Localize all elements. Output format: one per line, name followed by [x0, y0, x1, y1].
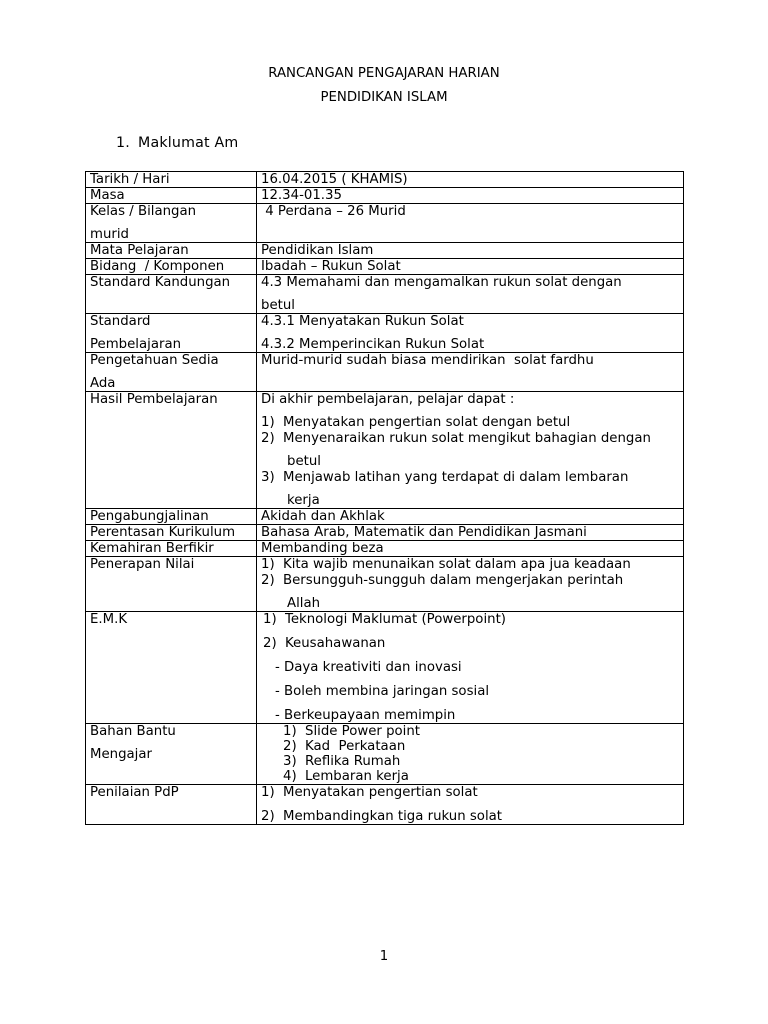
- row-value: [257, 204, 684, 243]
- row-label: Penerapan Nilai: [86, 557, 257, 612]
- label-line: Mengajar: [90, 747, 152, 762]
- row-value: 16.04.2015 ( KHAMIS): [257, 172, 684, 188]
- row-label: Masa: [86, 188, 257, 204]
- list-number: 1): [261, 557, 275, 572]
- label-line: Kelas / Bilangan: [90, 204, 197, 219]
- row-label: [86, 724, 257, 785]
- row-label: E.M.K: [86, 612, 257, 724]
- list-text: Menyatakan pengertian solat: [283, 785, 478, 800]
- list-item: [261, 612, 679, 627]
- list-number: 4): [283, 769, 297, 784]
- row-label: [86, 259, 257, 275]
- document-subtitle: PENDIDIKAN ISLAM: [320, 90, 448, 105]
- table-row: [86, 785, 684, 825]
- value-text: Murid-murid sudah biasa mendirikan solat fardhu: [261, 353, 594, 368]
- table-row: [86, 204, 684, 243]
- row-value: Ibadah – Rukun Solat: [257, 259, 684, 275]
- row-label: Penilaian PdP: [86, 785, 257, 825]
- row-value: [257, 612, 684, 724]
- row-value: Membanding beza: [257, 541, 684, 557]
- list-number: 3): [261, 470, 275, 485]
- table-row: [86, 275, 684, 314]
- list-text: Kad Perkataan: [305, 739, 406, 754]
- value-line: 4.3 Memahami dan mengamalkan rukun solat dengan: [261, 275, 622, 290]
- table-row: [86, 392, 684, 509]
- table-row: [86, 525, 684, 541]
- row-label: [86, 204, 257, 243]
- row-label: Mata Pelajaran: [86, 243, 257, 259]
- label-line: Ada: [90, 376, 116, 391]
- page-number: 1: [379, 949, 389, 964]
- list-text: Teknologi Maklumat (Powerpoint): [285, 612, 506, 627]
- list-continuation: Allah: [287, 596, 321, 611]
- section-heading: [116, 135, 238, 151]
- list-continuation: betul: [287, 454, 321, 469]
- list-subitem: - Boleh membina jaringan sosial: [275, 684, 490, 699]
- table-row: [86, 172, 684, 188]
- table-row: [86, 612, 684, 724]
- list-subitem: - Berkeupayaan memimpin: [275, 708, 456, 723]
- list-item: [283, 754, 679, 769]
- row-value: [257, 557, 684, 612]
- document-title: RANCANGAN PENGAJARAN HARIAN: [268, 66, 500, 81]
- row-value: Pendidikan Islam: [257, 243, 684, 259]
- list-text: Kita wajib menunaikan solat dalam apa jua keadaan: [283, 557, 631, 572]
- list-number: 2): [283, 739, 297, 754]
- list-item: [283, 739, 679, 754]
- row-value: [257, 785, 684, 825]
- list-item: [261, 415, 679, 430]
- table-row: [86, 353, 684, 392]
- list-number: 1): [283, 724, 297, 739]
- table-row: [86, 509, 684, 525]
- table-row: [86, 541, 684, 557]
- list-text: Menyenaraikan rukun solat mengikut bahagian dengan: [283, 431, 651, 446]
- list-item: [261, 636, 679, 651]
- row-label: Pengabungjalinan: [86, 509, 257, 525]
- row-value: [257, 392, 684, 509]
- list-number: 3): [283, 754, 297, 769]
- list-continuation: kerja: [287, 493, 320, 508]
- value-line: 4.3.1 Menyatakan Rukun Solat: [261, 314, 464, 329]
- label-line: murid: [90, 227, 129, 242]
- label-text: Bidang / Komponen: [90, 259, 225, 274]
- row-value: 12.34-01.35: [257, 188, 684, 204]
- row-value: Bahasa Arab, Matematik dan Pendidikan Jasmani: [257, 525, 684, 541]
- list-subitem: - Daya kreativiti dan inovasi: [275, 660, 462, 675]
- label-line: Standard: [90, 314, 151, 329]
- list-number: 2): [261, 431, 275, 446]
- value-line: 4.3.2 Memperincikan Rukun Solat: [261, 337, 485, 352]
- list-item: [261, 557, 679, 572]
- list-number: 2): [261, 809, 275, 824]
- section-number: 1.: [116, 135, 130, 151]
- table-row: [86, 557, 684, 612]
- value-text: 4 Perdana – 26 Murid: [261, 204, 406, 219]
- row-label: Perentasan Kurikulum: [86, 525, 257, 541]
- list-item: [261, 785, 679, 800]
- list-text: Slide Power point: [305, 724, 421, 739]
- list-text: Lembaran kerja: [305, 769, 409, 784]
- list-item: [283, 769, 679, 784]
- list-text: Membandingkan tiga rukun solat: [283, 809, 503, 824]
- info-table: [85, 171, 684, 825]
- table-row: [86, 243, 684, 259]
- list-text: Menjawab latihan yang terdapat di dalam lembaran: [283, 470, 629, 485]
- label-line: Pembelajaran: [90, 337, 182, 352]
- row-label: Kemahiran Berfikir: [86, 541, 257, 557]
- table-row: [86, 724, 684, 785]
- list-text: Menyatakan pengertian solat dengan betul: [283, 415, 571, 430]
- row-label: [86, 353, 257, 392]
- table-row: [86, 188, 684, 204]
- row-label: Standard Kandungan: [86, 275, 257, 314]
- list-number: 2): [261, 573, 275, 588]
- row-value: [257, 724, 684, 785]
- list-item: [261, 809, 679, 824]
- label-line: Pengetahuan Sedia: [90, 353, 219, 368]
- row-value: [257, 353, 684, 392]
- table-row: [86, 314, 684, 353]
- value-line: betul: [261, 298, 295, 313]
- row-value: [257, 275, 684, 314]
- row-value: Akidah dan Akhlak: [257, 509, 684, 525]
- list-number: 1): [263, 612, 277, 627]
- label-line: Bahan Bantu: [90, 724, 176, 739]
- table-row: [86, 259, 684, 275]
- list-text: Reflika Rumah: [305, 754, 401, 769]
- list-item: [283, 724, 679, 739]
- list-number: 2): [263, 636, 277, 651]
- list-text: Keusahawanan: [285, 636, 386, 651]
- list-item: [261, 470, 679, 485]
- list-text: Bersungguh-sungguh dalam mengerjakan perintah: [283, 573, 624, 588]
- list-number: 1): [261, 415, 275, 430]
- row-value: [257, 314, 684, 353]
- row-label: [86, 314, 257, 353]
- list-item: [261, 431, 679, 446]
- section-title: Maklumat Am: [138, 135, 239, 151]
- row-label: Hasil Pembelajaran: [86, 392, 257, 509]
- list-number: 1): [261, 785, 275, 800]
- list-item: [261, 573, 679, 588]
- value-line: Di akhir pembelajaran, pelajar dapat :: [261, 392, 515, 407]
- row-label: Tarikh / Hari: [86, 172, 257, 188]
